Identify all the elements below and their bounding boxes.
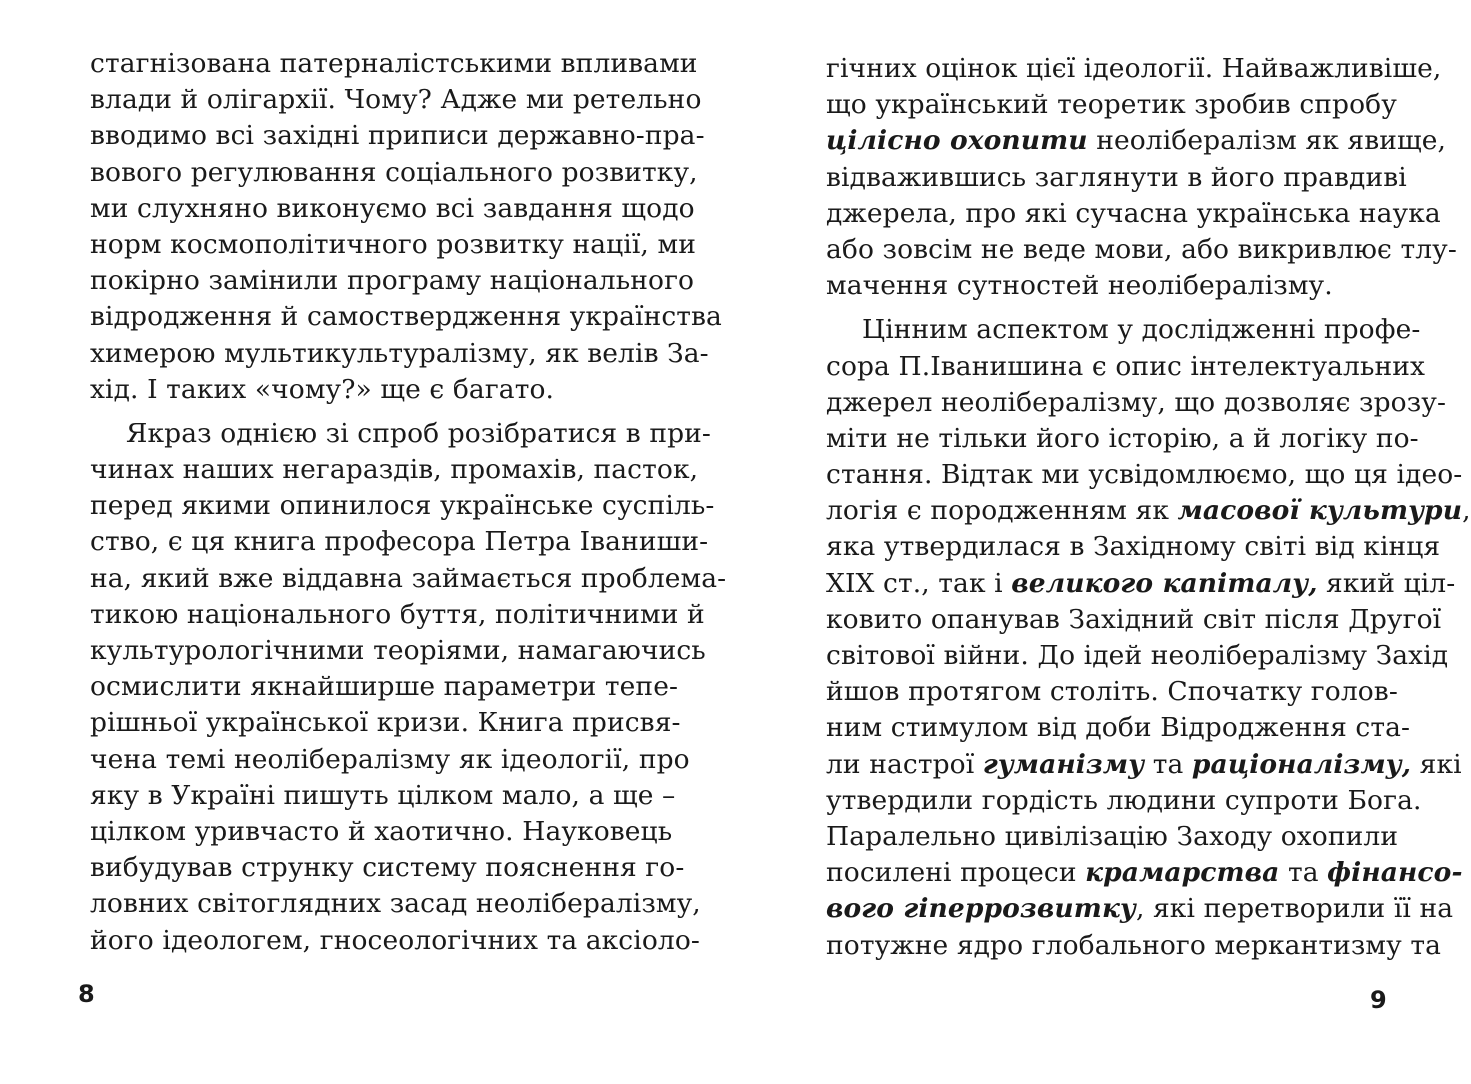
text-segment: неолібералізм як явище, bbox=[1096, 125, 1447, 157]
text-line: яка утвердилася в Західному світі від кінця bbox=[826, 531, 1441, 563]
text-line bbox=[826, 891, 1454, 927]
text-line: джерела, про які сучасна українська наука bbox=[826, 197, 1441, 229]
text-line: влади й олігархії. Чому? Адже ми ретельно bbox=[90, 84, 702, 116]
text-line: стагнізована патерналістськими впливами bbox=[90, 48, 698, 79]
text-line: на, який вже віддавна займається проблема- bbox=[90, 562, 727, 594]
text-line: міти не тільки його історію, а й логіку по- bbox=[826, 422, 1419, 454]
text-segment: які bbox=[1419, 748, 1462, 780]
text-line: відважившись заглянути в його правдиві bbox=[826, 161, 1407, 193]
text-line: хід. І таких «чому?» ще є багато. bbox=[90, 373, 555, 405]
text-line: ковито опанував Західний світ після Другої bbox=[826, 603, 1442, 635]
text-line: мачення сутностей неолібералізму. bbox=[826, 270, 1333, 302]
right-page-text bbox=[826, 51, 1471, 964]
text-line: або зовсім не веде мови, або викривлює тлу- bbox=[826, 233, 1457, 265]
text-line: вового регулювання соціального розвитку, bbox=[90, 156, 698, 188]
text-line: рішньої української кризи. Книга присвя- bbox=[90, 707, 681, 739]
text-line: норм космополітичного розвитку нації, ми bbox=[90, 228, 696, 260]
text-line: сора П.Іванишина є опис інтелектуальних bbox=[826, 350, 1426, 382]
text-segment: та bbox=[1152, 748, 1184, 780]
emphasis-text: раціоналізму, bbox=[1191, 748, 1412, 780]
emphasis-text: фінансо- bbox=[1327, 857, 1463, 889]
text-line: утвердили гордість людини супроти Бога. bbox=[826, 784, 1422, 816]
text-segment: , які перетворили її на bbox=[1135, 893, 1454, 925]
emphasis-text: масової культури bbox=[1177, 495, 1463, 527]
text-line: Паралельно цивілізацію Заходу охопили bbox=[826, 820, 1399, 852]
text-line: чинах наших негараздів, промахів, пасток, bbox=[90, 454, 699, 486]
text-line: цілком уривчасто й хаотично. Науковець bbox=[90, 815, 673, 847]
text-line: ловних світоглядних засад неолібералізму, bbox=[90, 888, 701, 920]
text-line: ним стимулом від доби Відродження ста- bbox=[826, 712, 1411, 744]
page-number: 8 bbox=[78, 980, 95, 1008]
emphasis-text: великого капіталу, bbox=[1011, 567, 1318, 599]
text-segment: посилені процеси bbox=[826, 857, 1077, 889]
text-segment: XIX ст., так і bbox=[826, 567, 1003, 599]
text-line: його ідеологем, гносеологічних та аксіоло- bbox=[90, 924, 700, 956]
text-line bbox=[826, 747, 1462, 783]
text-line: гічних оцінок цієї ідеології. Найважливіше, bbox=[826, 53, 1442, 84]
text-line: тикою національного буття, політичними й bbox=[90, 598, 705, 630]
text-line bbox=[826, 493, 1471, 529]
text-line: покірно замінили програму національного bbox=[90, 265, 695, 297]
emphasis-text: вого гіперрозвитку bbox=[826, 893, 1136, 925]
text-line: Якраз однією зі спроб розібратися в при- bbox=[126, 417, 711, 449]
text-segment: , bbox=[1462, 495, 1471, 527]
text-segment: ли настрої bbox=[826, 748, 975, 780]
text-line bbox=[826, 566, 1456, 602]
text-line: перед якими опинилося українське суспіль- bbox=[90, 490, 715, 522]
emphasis-text: крамарства bbox=[1085, 857, 1280, 889]
left-page bbox=[0, 0, 734, 1084]
text-line: Цінним аспектом у дослідженні профе- bbox=[862, 314, 1421, 346]
text-line: потужне ядро глобального меркантизму та bbox=[826, 929, 1442, 961]
text-line: ми слухняно виконуємо всі завдання щодо bbox=[90, 192, 695, 224]
text-line: вибудував струнку систему пояснення го- bbox=[90, 852, 685, 884]
emphasis-text: цілісно охопити bbox=[826, 125, 1088, 157]
text-line: яку в Україні пишуть цілком мало, а ще – bbox=[90, 779, 676, 811]
text-line: йшов протягом століть. Спочатку голов- bbox=[826, 676, 1398, 708]
text-line: осмислити якнайширше параметри тепе- bbox=[90, 671, 679, 703]
text-line: джерел неолібералізму, що дозволяє зрозу- bbox=[826, 386, 1447, 418]
text-line: світової війни. До ідей неолібералізму Захід bbox=[826, 640, 1449, 671]
text-segment: та bbox=[1287, 857, 1319, 889]
text-line: вводимо всі західні приписи державно-пра- bbox=[90, 120, 705, 152]
text-segment: логія є породженням як bbox=[826, 495, 1170, 527]
text-segment: який ціл- bbox=[1326, 567, 1456, 599]
text-line bbox=[826, 123, 1447, 159]
right-page bbox=[734, 0, 1469, 1084]
page-number: 9 bbox=[1370, 986, 1387, 1014]
left-page-text bbox=[90, 46, 727, 959]
text-line bbox=[826, 855, 1463, 891]
text-line: чена темі неолібералізму як ідеології, про bbox=[90, 743, 690, 775]
text-line: культурологічними теоріями, намагаючись bbox=[90, 635, 706, 666]
text-line: що український теоретик зробив спробу bbox=[826, 89, 1397, 121]
emphasis-text: гуманізму bbox=[982, 748, 1145, 780]
text-line: стання. Відтак ми усвідомлюємо, що ця ідео- bbox=[826, 459, 1463, 491]
text-line: ство, є ця книга професора Петра Іваниши- bbox=[90, 526, 709, 558]
text-line: відродження й самоствердження українства bbox=[90, 301, 722, 333]
text-line: химерою мультикультуралізму, як велів За- bbox=[90, 337, 709, 369]
